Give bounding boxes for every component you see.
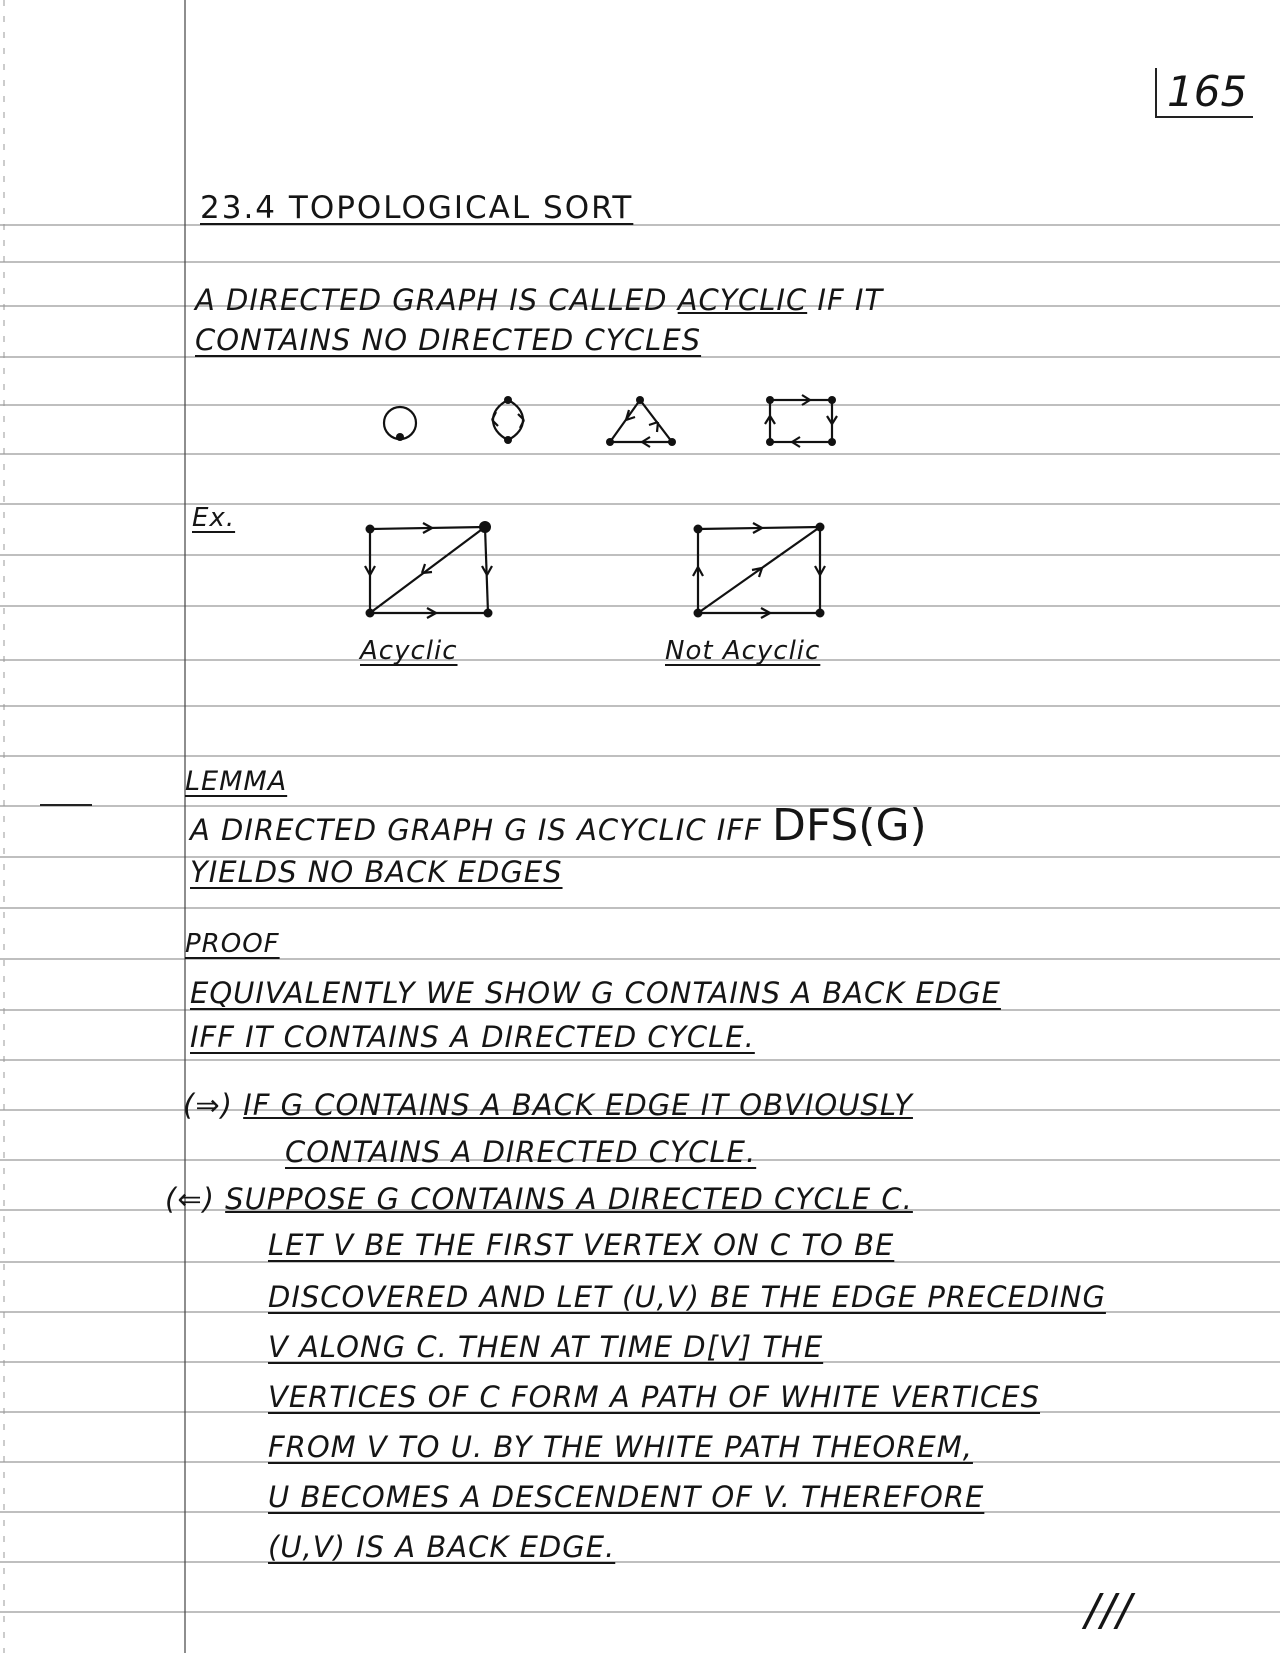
lemma-line-2: YIELDS NO BACK EDGES xyxy=(190,855,563,889)
backward-line-3: DISCOVERED AND LET (U,V) BE THE EDGE PRECEDING xyxy=(268,1280,1106,1314)
acyclic-graph xyxy=(350,515,500,625)
section-title: 23.4 TOPOLOGICAL SORT xyxy=(200,190,634,226)
triangle-cycle xyxy=(610,400,672,447)
forward-line-2: CONTAINS A DIRECTED CYCLE. xyxy=(285,1135,757,1169)
qed-mark: /// xyxy=(1085,1585,1133,1636)
forward-direction xyxy=(183,1088,913,1122)
proof-line-2: IFF IT CONTAINS A DIRECTED CYCLE. xyxy=(190,1020,755,1054)
backward-line-1: SUPPOSE G CONTAINS A DIRECTED CYCLE C. xyxy=(225,1182,913,1216)
two-cycle xyxy=(492,400,524,440)
backward-line-8: (U,V) IS A BACK EDGE. xyxy=(268,1530,616,1564)
backward-line-5: VERTICES OF C FORM A PATH OF WHITE VERTICES xyxy=(268,1380,1041,1414)
square-cycle xyxy=(765,395,837,447)
definition-text: A DIRECTED GRAPH IS CALLED xyxy=(195,283,668,317)
cycle-examples xyxy=(370,390,850,460)
backward-marker: (⇐) xyxy=(165,1182,215,1216)
proof-line-1: EQUIVALENTLY WE SHOW G CONTAINS A BACK EDGE xyxy=(190,976,1001,1010)
definition-term: ACYCLIC xyxy=(677,283,808,317)
forward-marker: (⇒) xyxy=(183,1088,233,1122)
not-acyclic-graph xyxy=(680,515,830,625)
dfs-expression: DFS(G) xyxy=(771,800,927,851)
example-label: Ex. xyxy=(192,503,236,533)
backward-line-4: V ALONG C. THEN AT TIME D[V] THE xyxy=(268,1330,824,1364)
lemma-statement: A DIRECTED GRAPH G IS ACYCLIC IFF xyxy=(190,813,762,847)
backward-line-6: FROM V TO U. BY THE WHITE PATH THEOREM, xyxy=(268,1430,973,1464)
acyclic-caption: Acyclic xyxy=(360,636,458,666)
not-acyclic-caption: Not Acyclic xyxy=(665,636,821,666)
backward-line-7: U BECOMES A DESCENDENT OF V. THEREFORE xyxy=(268,1480,985,1514)
backward-line-2: LET V BE THE FIRST VERTEX ON C TO BE xyxy=(268,1228,895,1262)
page-number: 165 xyxy=(1155,68,1253,118)
definition-text-end: IF IT xyxy=(817,283,884,317)
lemma-title: LEMMA xyxy=(185,766,288,797)
definition-line-2: CONTAINS NO DIRECTED CYCLES xyxy=(195,323,702,357)
lemma-line-1 xyxy=(190,800,927,851)
backward-direction xyxy=(165,1182,913,1216)
proof-title: PROOF xyxy=(185,929,280,959)
forward-line-1: IF G CONTAINS A BACK EDGE IT OBVIOUSLY xyxy=(243,1088,913,1122)
definition-line-1 xyxy=(195,283,883,317)
